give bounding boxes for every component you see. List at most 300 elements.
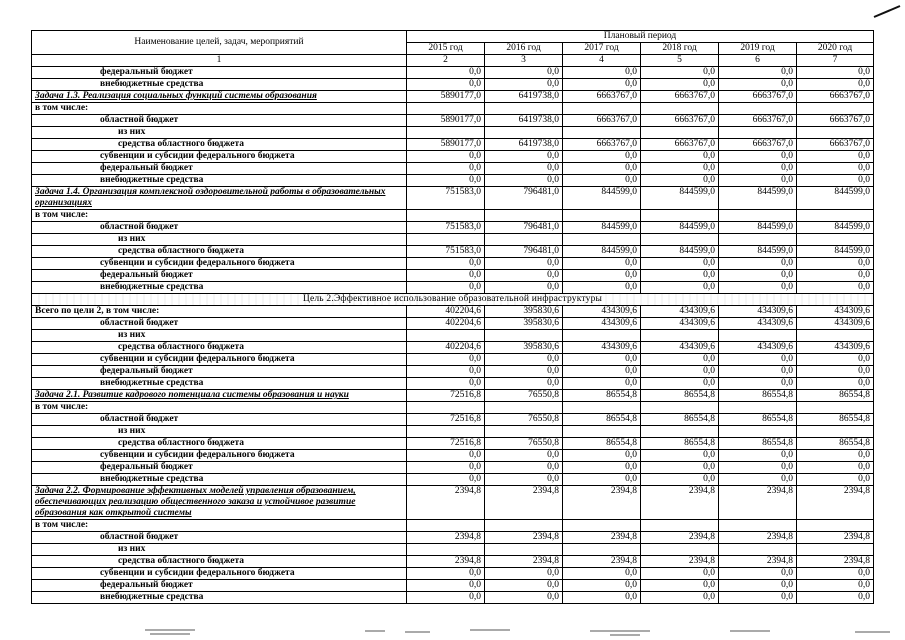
cell-value: 0,0	[563, 79, 641, 91]
cell-value	[485, 330, 563, 342]
cell-value: 0,0	[407, 462, 485, 474]
table-row	[32, 103, 874, 115]
cell-value	[485, 210, 563, 222]
table-row	[32, 306, 874, 318]
cell-value: 0,0	[485, 568, 563, 580]
row-label: из них	[32, 330, 407, 342]
cell-value: 72516,8	[407, 414, 485, 426]
table-row	[32, 556, 874, 568]
row-label: субвенции и субсидии федерального бюджета	[32, 568, 407, 580]
table-row	[32, 592, 874, 604]
cell-value	[719, 127, 797, 139]
cell-value: 0,0	[563, 67, 641, 79]
cell-value	[407, 210, 485, 222]
cell-value: 0,0	[563, 151, 641, 163]
cell-value: 86554,8	[719, 390, 797, 402]
cell-value: 0,0	[719, 366, 797, 378]
cell-value	[407, 402, 485, 414]
cell-value: 434309,6	[719, 306, 797, 318]
cell-value	[641, 330, 719, 342]
row-label: федеральный бюджет	[32, 462, 407, 474]
row-label: внебюджетные средства	[32, 592, 407, 604]
cell-value: 2394,8	[797, 532, 874, 544]
cell-value: 86554,8	[719, 414, 797, 426]
cell-value: 0,0	[797, 568, 874, 580]
cell-value: 0,0	[719, 568, 797, 580]
budget-plan-table	[31, 30, 874, 604]
cell-value: 0,0	[407, 67, 485, 79]
cell-value: 0,0	[563, 378, 641, 390]
header-plan-period: Плановый период	[407, 31, 874, 43]
cell-value: 0,0	[719, 580, 797, 592]
cell-value: 0,0	[485, 163, 563, 175]
cell-value: 0,0	[797, 67, 874, 79]
row-label: областной бюджет	[32, 115, 407, 127]
cell-value	[563, 103, 641, 115]
cell-value	[563, 426, 641, 438]
cell-value: 6663767,0	[563, 139, 641, 151]
cell-value	[563, 544, 641, 556]
cell-value: 844599,0	[719, 187, 797, 210]
cell-value: 0,0	[563, 354, 641, 366]
cell-value: 6663767,0	[797, 115, 874, 127]
cell-value: 0,0	[719, 354, 797, 366]
cell-value: 0,0	[563, 462, 641, 474]
row-label: средства областного бюджета	[32, 342, 407, 354]
header-year: 2016 год	[485, 43, 563, 55]
pen-mark	[872, 4, 902, 20]
cell-value: 0,0	[719, 282, 797, 294]
cell-value	[485, 402, 563, 414]
cell-value: 0,0	[641, 67, 719, 79]
cell-value	[719, 103, 797, 115]
row-label: из них	[32, 127, 407, 139]
column-index: 3	[485, 55, 563, 67]
table-row	[32, 520, 874, 532]
cell-value: 2394,8	[407, 532, 485, 544]
cell-value: 0,0	[563, 175, 641, 187]
row-label: Задача 2.1. Развитие кадрового потенциала системы образования и науки	[32, 390, 407, 402]
cell-value	[797, 234, 874, 246]
cell-value	[641, 426, 719, 438]
cell-value: 0,0	[719, 592, 797, 604]
table-row	[32, 568, 874, 580]
header-year: 2015 год	[407, 43, 485, 55]
table-row	[32, 438, 874, 450]
cell-value: 2394,8	[485, 486, 563, 520]
table-row	[32, 366, 874, 378]
row-label: внебюджетные средства	[32, 175, 407, 187]
cell-value: 0,0	[641, 450, 719, 462]
row-label: субвенции и субсидии федерального бюджета	[32, 151, 407, 163]
cell-value: 5890177,0	[407, 139, 485, 151]
cell-value: 76550,8	[485, 414, 563, 426]
cell-value	[407, 544, 485, 556]
cell-value: 434309,6	[641, 306, 719, 318]
cell-value	[485, 234, 563, 246]
row-label: субвенции и субсидии федерального бюджета	[32, 450, 407, 462]
cell-value: 402204,6	[407, 318, 485, 330]
cell-value: 0,0	[407, 378, 485, 390]
cell-value: 2394,8	[485, 532, 563, 544]
cell-value: 0,0	[485, 79, 563, 91]
table-row	[32, 342, 874, 354]
cell-value: 2394,8	[563, 486, 641, 520]
cell-value: 0,0	[407, 175, 485, 187]
cell-value: 86554,8	[641, 438, 719, 450]
cell-value: 0,0	[563, 568, 641, 580]
cell-value: 2394,8	[407, 556, 485, 568]
cell-value: 0,0	[407, 282, 485, 294]
row-label: внебюджетные средства	[32, 378, 407, 390]
cell-value	[719, 520, 797, 532]
cell-value: 0,0	[641, 282, 719, 294]
row-label: средства областного бюджета	[32, 139, 407, 151]
cell-value	[797, 127, 874, 139]
cell-value	[641, 234, 719, 246]
table-row	[32, 318, 874, 330]
cell-value: 0,0	[719, 450, 797, 462]
row-label: внебюджетные средства	[32, 282, 407, 294]
cell-value	[407, 426, 485, 438]
cell-value: 0,0	[641, 592, 719, 604]
cell-value: 0,0	[407, 450, 485, 462]
cell-value: 0,0	[563, 258, 641, 270]
cell-value: 844599,0	[719, 246, 797, 258]
header-year: 2019 год	[719, 43, 797, 55]
cell-value	[719, 234, 797, 246]
cell-value: 6419738,0	[485, 115, 563, 127]
cell-value	[719, 402, 797, 414]
cell-value: 6663767,0	[797, 139, 874, 151]
cell-value: 434309,6	[719, 342, 797, 354]
row-label: из них	[32, 234, 407, 246]
row-label: в том числе:	[32, 402, 407, 414]
row-label: внебюджетные средства	[32, 474, 407, 486]
cell-value: 0,0	[797, 592, 874, 604]
cell-value: 0,0	[641, 462, 719, 474]
row-label: средства областного бюджета	[32, 438, 407, 450]
cell-value	[407, 103, 485, 115]
row-label: областной бюджет	[32, 414, 407, 426]
cell-value: 0,0	[797, 580, 874, 592]
cell-value	[797, 210, 874, 222]
table-row	[32, 474, 874, 486]
cell-value: 72516,8	[407, 390, 485, 402]
cell-value: 844599,0	[797, 246, 874, 258]
cell-value: 0,0	[485, 67, 563, 79]
cell-value: 0,0	[485, 258, 563, 270]
cell-value: 402204,6	[407, 342, 485, 354]
cell-value	[563, 520, 641, 532]
cell-value: 2394,8	[563, 532, 641, 544]
cell-value	[563, 330, 641, 342]
cell-value	[485, 103, 563, 115]
cell-value: 76550,8	[485, 390, 563, 402]
table-row	[32, 378, 874, 390]
row-label: областной бюджет	[32, 532, 407, 544]
column-index: 6	[719, 55, 797, 67]
row-label: федеральный бюджет	[32, 67, 407, 79]
row-label: Задача 2.2. Формирование эффективных моделей управления образованием, обеспечивающих реализацию общественного заказа и устойчивое развитие образования как открытой системы	[32, 486, 407, 520]
cell-value: 0,0	[485, 270, 563, 282]
table-row	[32, 258, 874, 270]
cell-value: 5890177,0	[407, 91, 485, 103]
cell-value: 0,0	[563, 270, 641, 282]
row-label: федеральный бюджет	[32, 163, 407, 175]
cell-value	[641, 544, 719, 556]
scan-footer-noise	[0, 622, 905, 640]
cell-value	[797, 426, 874, 438]
table-row	[32, 462, 874, 474]
cell-value: 0,0	[641, 151, 719, 163]
cell-value	[641, 127, 719, 139]
cell-value: 844599,0	[641, 187, 719, 210]
cell-value	[485, 127, 563, 139]
table-row	[32, 151, 874, 163]
row-label: внебюджетные средства	[32, 79, 407, 91]
cell-value: 0,0	[641, 163, 719, 175]
cell-value: 6663767,0	[641, 115, 719, 127]
cell-value: 0,0	[641, 366, 719, 378]
cell-value: 0,0	[485, 151, 563, 163]
column-index: 2	[407, 55, 485, 67]
row-label: в том числе:	[32, 520, 407, 532]
cell-value: 2394,8	[641, 556, 719, 568]
cell-value	[797, 520, 874, 532]
cell-value: 86554,8	[641, 390, 719, 402]
cell-value: 2394,8	[407, 486, 485, 520]
table-row	[32, 532, 874, 544]
cell-value: 0,0	[485, 175, 563, 187]
cell-value: 6663767,0	[797, 91, 874, 103]
cell-value: 0,0	[485, 354, 563, 366]
table-row	[32, 282, 874, 294]
cell-value: 0,0	[797, 366, 874, 378]
cell-value: 0,0	[407, 270, 485, 282]
cell-value: 0,0	[719, 378, 797, 390]
table-row	[32, 67, 874, 79]
cell-value: 0,0	[719, 474, 797, 486]
cell-value: 844599,0	[641, 246, 719, 258]
column-index: 4	[563, 55, 641, 67]
cell-value: 0,0	[719, 151, 797, 163]
cell-value: 2394,8	[485, 556, 563, 568]
cell-value	[485, 544, 563, 556]
cell-value: 0,0	[407, 258, 485, 270]
cell-value: 6663767,0	[641, 139, 719, 151]
row-label: областной бюджет	[32, 222, 407, 234]
cell-value: 0,0	[797, 270, 874, 282]
header-year: 2017 год	[563, 43, 641, 55]
cell-value	[641, 210, 719, 222]
cell-value: 844599,0	[563, 246, 641, 258]
table-row	[32, 402, 874, 414]
cell-value: 0,0	[485, 378, 563, 390]
table-row	[32, 163, 874, 175]
cell-value: 0,0	[797, 474, 874, 486]
header-year: 2020 год	[797, 43, 874, 55]
cell-value: 0,0	[797, 163, 874, 175]
cell-value: 0,0	[485, 474, 563, 486]
table-row	[32, 222, 874, 234]
cell-value: 402204,6	[407, 306, 485, 318]
table-row	[32, 486, 874, 520]
cell-value	[485, 520, 563, 532]
cell-value: 86554,8	[563, 390, 641, 402]
cell-value: 6663767,0	[563, 115, 641, 127]
cell-value: 6663767,0	[641, 91, 719, 103]
cell-value: 86554,8	[797, 390, 874, 402]
row-label: средства областного бюджета	[32, 246, 407, 258]
header-year: 2018 год	[641, 43, 719, 55]
cell-value: 0,0	[797, 175, 874, 187]
goal-title: Цель 2.Эффективное использование образовательной инфраструктуры	[32, 294, 874, 306]
row-label: из них	[32, 426, 407, 438]
cell-value: 0,0	[797, 151, 874, 163]
cell-value: 0,0	[797, 282, 874, 294]
cell-value: 0,0	[563, 580, 641, 592]
cell-value: 0,0	[407, 568, 485, 580]
cell-value: 434309,6	[563, 318, 641, 330]
cell-value: 434309,6	[641, 318, 719, 330]
row-label: Задача 1.4. Организация комплексной оздоровительной работы в образовательных организациях	[32, 187, 407, 210]
row-label: субвенции и субсидии федерального бюджета	[32, 258, 407, 270]
table-row	[32, 390, 874, 402]
cell-value: 0,0	[641, 270, 719, 282]
cell-value: 0,0	[485, 462, 563, 474]
cell-value: 72516,8	[407, 438, 485, 450]
table-row	[32, 175, 874, 187]
cell-value: 0,0	[641, 378, 719, 390]
cell-value: 0,0	[407, 474, 485, 486]
cell-value: 6419738,0	[485, 91, 563, 103]
cell-value: 2394,8	[719, 532, 797, 544]
table-row	[32, 354, 874, 366]
cell-value: 751583,0	[407, 187, 485, 210]
cell-value: 0,0	[407, 151, 485, 163]
cell-value: 86554,8	[719, 438, 797, 450]
cell-value	[407, 234, 485, 246]
table-row	[32, 91, 874, 103]
cell-value	[797, 544, 874, 556]
column-index: 5	[641, 55, 719, 67]
cell-value	[563, 234, 641, 246]
table-row	[32, 544, 874, 556]
cell-value: 434309,6	[641, 342, 719, 354]
cell-value: 796481,0	[485, 222, 563, 234]
table-row	[32, 270, 874, 282]
cell-value: 0,0	[719, 270, 797, 282]
cell-value: 0,0	[641, 258, 719, 270]
cell-value: 844599,0	[563, 187, 641, 210]
cell-value: 0,0	[719, 67, 797, 79]
row-label: в том числе:	[32, 103, 407, 115]
cell-value: 844599,0	[797, 187, 874, 210]
cell-value	[719, 330, 797, 342]
cell-value: 0,0	[407, 163, 485, 175]
cell-value: 0,0	[485, 366, 563, 378]
cell-value: 844599,0	[563, 222, 641, 234]
cell-value: 0,0	[407, 580, 485, 592]
table-row	[32, 115, 874, 127]
cell-value	[797, 103, 874, 115]
cell-value	[641, 520, 719, 532]
cell-value: 751583,0	[407, 222, 485, 234]
table-row	[32, 450, 874, 462]
goal-row	[32, 294, 874, 306]
cell-value	[797, 330, 874, 342]
cell-value: 0,0	[641, 580, 719, 592]
cell-value: 0,0	[797, 79, 874, 91]
cell-value: 76550,8	[485, 438, 563, 450]
cell-value: 0,0	[407, 592, 485, 604]
cell-value: 0,0	[407, 79, 485, 91]
cell-value: 434309,6	[563, 306, 641, 318]
table-row	[32, 426, 874, 438]
cell-value: 0,0	[563, 366, 641, 378]
cell-value	[407, 520, 485, 532]
cell-value: 0,0	[407, 366, 485, 378]
cell-value: 2394,8	[719, 556, 797, 568]
cell-value: 395830,6	[485, 342, 563, 354]
table-row	[32, 414, 874, 426]
table-row	[32, 79, 874, 91]
cell-value: 2394,8	[641, 532, 719, 544]
cell-value: 2394,8	[797, 486, 874, 520]
cell-value: 0,0	[563, 450, 641, 462]
cell-value: 0,0	[719, 175, 797, 187]
table-row	[32, 139, 874, 151]
cell-value: 0,0	[641, 79, 719, 91]
cell-value: 2394,8	[719, 486, 797, 520]
cell-value: 0,0	[797, 378, 874, 390]
cell-value: 0,0	[563, 282, 641, 294]
cell-value: 844599,0	[641, 222, 719, 234]
table-row	[32, 246, 874, 258]
table-row	[32, 187, 874, 210]
cell-value: 751583,0	[407, 246, 485, 258]
cell-value	[563, 127, 641, 139]
table-row	[32, 210, 874, 222]
column-index: 7	[797, 55, 874, 67]
row-label: субвенции и субсидии федерального бюджета	[32, 354, 407, 366]
cell-value: 0,0	[563, 592, 641, 604]
cell-value	[407, 127, 485, 139]
cell-value: 0,0	[719, 462, 797, 474]
table-row	[32, 330, 874, 342]
table-row	[32, 234, 874, 246]
header-name-column: Наименование целей, задач, мероприятий	[32, 31, 407, 55]
row-label: федеральный бюджет	[32, 270, 407, 282]
table-row	[32, 127, 874, 139]
row-label: федеральный бюджет	[32, 580, 407, 592]
cell-value: 0,0	[485, 282, 563, 294]
cell-value: 0,0	[641, 474, 719, 486]
cell-value: 6663767,0	[719, 91, 797, 103]
row-label: Всего по цели 2, в том числе:	[32, 306, 407, 318]
cell-value: 434309,6	[719, 318, 797, 330]
cell-value: 0,0	[797, 258, 874, 270]
cell-value: 434309,6	[797, 306, 874, 318]
cell-value: 0,0	[641, 175, 719, 187]
cell-value: 844599,0	[797, 222, 874, 234]
cell-value: 2394,8	[641, 486, 719, 520]
cell-value: 0,0	[563, 163, 641, 175]
cell-value: 6663767,0	[719, 115, 797, 127]
cell-value: 86554,8	[797, 414, 874, 426]
cell-value: 6663767,0	[563, 91, 641, 103]
